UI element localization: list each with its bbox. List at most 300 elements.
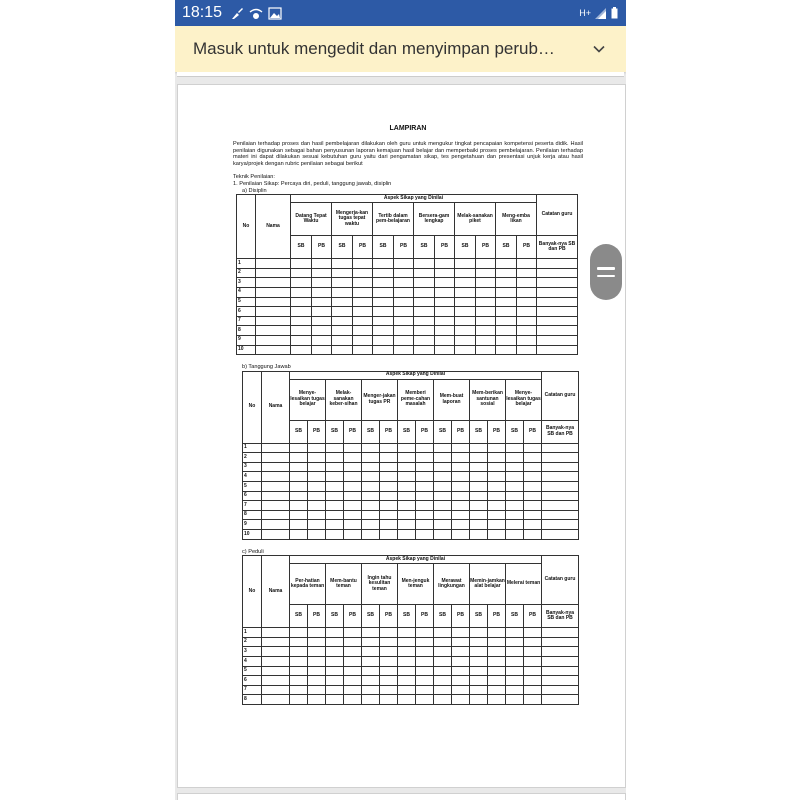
table-cell [398,482,416,492]
aspect-header: Per-hatian kepada teman [290,564,326,605]
table-cell [312,326,332,336]
table-cell [416,501,434,511]
header-row [243,556,579,564]
aspect-header: Mem-bantu teman [326,564,362,605]
table-cell [262,520,290,530]
table-cell [262,628,290,638]
table-cell [353,259,373,269]
table-cell [362,443,380,453]
table-cell [332,316,353,326]
row-number: 9 [243,520,262,530]
table-cell [414,335,435,345]
table-cell [326,462,344,472]
table-cell [380,462,398,472]
aspect-header: Memberi peme-cahan masalah [398,379,434,420]
header-sb: SB [398,605,416,628]
table-cell [416,676,434,686]
table-cell [455,335,476,345]
table-cell [496,326,517,336]
header-sb: SB [326,605,344,628]
table-cell [542,472,579,482]
table-cell [308,510,326,520]
header-pb: PB [380,420,398,443]
table-cell [524,647,542,657]
table-cell [416,510,434,520]
header-banyak: Banyak-nya SB dan PB [537,236,578,259]
table-cell [434,657,452,667]
table-cell [435,316,455,326]
table-cell [262,676,290,686]
table-cell [537,268,578,278]
table-cell [373,345,394,355]
table-cell [398,520,416,530]
table-cell [517,287,537,297]
table-cell [362,520,380,530]
table-row [243,462,579,472]
table-cell [308,462,326,472]
table-cell [488,657,506,667]
table-cell [308,491,326,501]
table-cell [470,520,488,530]
table-cell [262,685,290,695]
table-cell [308,637,326,647]
table-cell [455,259,476,269]
sbpb-row [243,605,579,628]
table-cell [434,482,452,492]
table-cell [524,501,542,511]
table-row [243,685,579,695]
table-cell [416,657,434,667]
header-aspek: Aspek Sikap yang Dinilai [290,556,542,564]
table-cell [380,676,398,686]
row-number: 2 [243,453,262,463]
table-cell [470,657,488,667]
table-cell [290,520,308,530]
table-row [243,657,579,667]
table-cell [262,491,290,501]
table-cell [452,637,470,647]
table-cell [455,316,476,326]
table-cell [506,657,524,667]
table-cell [506,647,524,657]
banner-text: Masuk untuk mengedit dan menyimpan perub… [193,39,555,58]
table-cell [524,462,542,472]
table-cell [373,297,394,307]
table-cell [416,462,434,472]
table-cell [394,278,414,288]
header-pb: PB [380,605,398,628]
header-sb: SB [291,236,312,259]
table-cell [291,335,312,345]
header-row [237,195,578,203]
table-row [243,530,579,540]
table-cell [452,695,470,705]
table-cell [476,287,496,297]
header-no: No [243,556,262,628]
table-cell [344,443,362,453]
table-cell [434,695,452,705]
table-cell [312,287,332,297]
table-cell [470,510,488,520]
table-cell [256,287,291,297]
table-cell [362,695,380,705]
chevron-down-icon[interactable] [592,42,606,56]
table-cell [326,501,344,511]
table-cell [416,628,434,638]
table-cell [262,453,290,463]
table-cell [362,472,380,482]
table-cell [344,676,362,686]
table-cell [344,453,362,463]
table-cell [308,482,326,492]
table-cell [542,637,579,647]
table-cell [344,657,362,667]
header-sb: SB [496,236,517,259]
header-sb: SB [506,420,524,443]
aspect-header: Menye-lesaikan tugas belajar [290,379,326,420]
table-cell [353,335,373,345]
table-cell [537,307,578,317]
table-cell [537,278,578,288]
table-row [243,443,579,453]
header-aspek: Aspek Sikap yang Dinilai [290,371,542,379]
table-cell [452,443,470,453]
header-catatan: Catatan guru [542,556,579,605]
aspect-row [243,564,579,605]
table-cell [394,268,414,278]
table-cell [434,520,452,530]
table-cell [308,443,326,453]
header-sb: SB [326,420,344,443]
table-cell [524,491,542,501]
table-cell [290,628,308,638]
scroll-handle-grip [597,267,615,270]
table-row [237,307,578,317]
table-cell [332,326,353,336]
table-cell [308,472,326,482]
header-pb: PB [308,420,326,443]
table-disiplin [236,194,583,355]
table-cell [344,637,362,647]
table-cell [344,501,362,511]
table-cell [290,482,308,492]
table-cell [262,530,290,540]
header-row [243,371,579,379]
table-cell [256,335,291,345]
aspect-header: Memin-jamkan alat belajar [470,564,506,605]
table-cell [326,628,344,638]
table-cell [344,530,362,540]
aspect-header: Mem-berikan santunan sosial [470,379,506,420]
table-cell [470,482,488,492]
table-cell [506,491,524,501]
row-number: 6 [237,307,256,317]
header-pb: PB [435,236,455,259]
table-cell [416,695,434,705]
table-cell [326,666,344,676]
table-cell [291,278,312,288]
table-row [243,676,579,686]
table-cell [517,345,537,355]
table-cell [455,278,476,288]
table-cell [542,695,579,705]
aspect-header: Meng-emba likan [496,203,537,236]
table-cell [470,628,488,638]
table-cell [353,278,373,288]
table-cell [434,628,452,638]
table-cell [398,657,416,667]
table-cell [373,307,394,317]
table-cell [506,530,524,540]
table-cell [537,326,578,336]
table-cell [435,268,455,278]
table-cell [308,530,326,540]
header-pb: PB [476,236,496,259]
table-cell [394,335,414,345]
table-cell [470,443,488,453]
table-cell [362,530,380,540]
table-cell [362,676,380,686]
table-row [243,666,579,676]
table-cell [470,647,488,657]
previous-page-edge [177,72,624,77]
table-cell [542,491,579,501]
table-cell [488,647,506,657]
section-label-peduli: c) Peduli [242,548,264,555]
table-cell [434,647,452,657]
table-tanggung-jawab [242,371,583,540]
table-cell [542,453,579,463]
table-cell [262,443,290,453]
network-type: H+ [579,8,591,18]
table-cell [488,462,506,472]
table-cell [496,287,517,297]
table-cell [506,685,524,695]
table-cell [488,491,506,501]
table-cell [262,501,290,511]
document-page [177,84,626,788]
table-cell [308,657,326,667]
table-cell [537,345,578,355]
row-number: 4 [243,657,262,667]
table-cell [517,316,537,326]
table-cell [362,666,380,676]
table-cell [435,259,455,269]
table-cell [470,676,488,686]
table-cell [362,510,380,520]
table-cell [291,345,312,355]
table-cell [308,676,326,686]
table-cell [373,326,394,336]
table-cell [326,637,344,647]
section-label-disiplin: a) Disiplin [242,187,267,194]
table-cell [262,462,290,472]
table-cell [416,443,434,453]
aspect-header: Tertib dalam pem-belajaran [373,203,414,236]
table-cell [488,628,506,638]
table-cell [476,335,496,345]
table-row [243,637,579,647]
signal-icon [595,8,607,19]
table-cell [414,278,435,288]
row-number: 6 [243,676,262,686]
table-row [237,259,578,269]
table-cell [488,530,506,540]
aspect-header: Bersera-gam lengkap [414,203,455,236]
table-cell [290,462,308,472]
table-cell [290,676,308,686]
table-cell [394,259,414,269]
table-cell [476,307,496,317]
table-cell [380,520,398,530]
table-cell [290,637,308,647]
table-cell [524,510,542,520]
table-row [237,268,578,278]
table-cell [416,666,434,676]
table-cell [380,637,398,647]
table-cell [542,666,579,676]
table-cell [362,491,380,501]
aspect-header: Datang Tepat Waktu [291,203,332,236]
aspect-header: Ingin tahu kesulitan teman [362,564,398,605]
table-cell [455,268,476,278]
image-icon [268,7,282,20]
table-cell [435,287,455,297]
table-cell [488,501,506,511]
table-cell [326,520,344,530]
table-cell [290,666,308,676]
table-cell [362,453,380,463]
table-cell [435,307,455,317]
table-cell [380,666,398,676]
table-cell [542,628,579,638]
table-cell [524,472,542,482]
table-cell [256,307,291,317]
table-cell [326,443,344,453]
table-cell [362,482,380,492]
phone-wifi-icon [249,7,263,20]
table-cell [452,453,470,463]
table-cell [434,510,452,520]
table-row [243,510,579,520]
table-peduli [242,555,583,705]
table-cell [452,666,470,676]
table-cell [470,530,488,540]
table-cell [435,297,455,307]
edit-signin-banner[interactable] [175,26,626,72]
status-bar [175,0,626,26]
table-cell [332,287,353,297]
table-cell [362,657,380,667]
header-catatan: Catatan guru [542,371,579,420]
table-cell [398,628,416,638]
table-cell [380,491,398,501]
header-pb: PB [416,420,434,443]
table-cell [524,443,542,453]
table-cell [470,637,488,647]
table-cell [373,316,394,326]
table-cell [290,685,308,695]
table-cell [332,335,353,345]
table-cell [452,628,470,638]
table-cell [517,268,537,278]
table-cell [542,685,579,695]
table-cell [380,453,398,463]
table-cell [414,326,435,336]
assessment-table [236,194,578,355]
table-cell [398,501,416,511]
table-cell [537,316,578,326]
aspect-header: Melak-sanakan piket [455,203,496,236]
table-cell [256,326,291,336]
table-cell [380,482,398,492]
table-cell [256,297,291,307]
table-cell [353,307,373,317]
table-cell [452,472,470,482]
table-cell [291,268,312,278]
table-cell [262,472,290,482]
table-cell [398,453,416,463]
scroll-handle-grip [597,275,615,278]
header-sb: SB [290,420,308,443]
table-cell [542,482,579,492]
table-cell [362,462,380,472]
row-number: 5 [243,482,262,492]
table-cell [542,462,579,472]
table-cell [434,501,452,511]
table-cell [290,530,308,540]
table-cell [362,685,380,695]
table-cell [434,491,452,501]
table-cell [476,278,496,288]
table-cell [452,530,470,540]
table-cell [290,501,308,511]
scroll-handle[interactable] [590,244,622,300]
header-sb: SB [434,605,452,628]
table-cell [256,278,291,288]
table-cell [414,316,435,326]
table-cell [506,501,524,511]
table-cell [542,510,579,520]
table-cell [394,297,414,307]
table-cell [290,491,308,501]
section-label-tanggung-jawab: b) Tanggung Jawab [242,364,291,371]
table-cell [476,326,496,336]
phone-screen [175,0,626,800]
table-cell [416,472,434,482]
row-number: 1 [237,259,256,269]
table-cell [434,685,452,695]
table-cell [290,647,308,657]
table-cell [488,510,506,520]
table-cell [488,637,506,647]
table-cell [394,326,414,336]
table-cell [344,520,362,530]
table-cell [394,345,414,355]
header-aspek: Aspek Sikap yang Dinilai [291,195,537,203]
table-cell [414,268,435,278]
table-cell [373,268,394,278]
table-cell [326,676,344,686]
header-pb: PB [353,236,373,259]
broom-icon [230,7,244,20]
table-cell [262,510,290,520]
aspect-header: Menger-jakan tugas PR [362,379,398,420]
table-cell [524,530,542,540]
header-sb: SB [332,236,353,259]
table-cell [332,307,353,317]
row-number: 2 [243,637,262,647]
